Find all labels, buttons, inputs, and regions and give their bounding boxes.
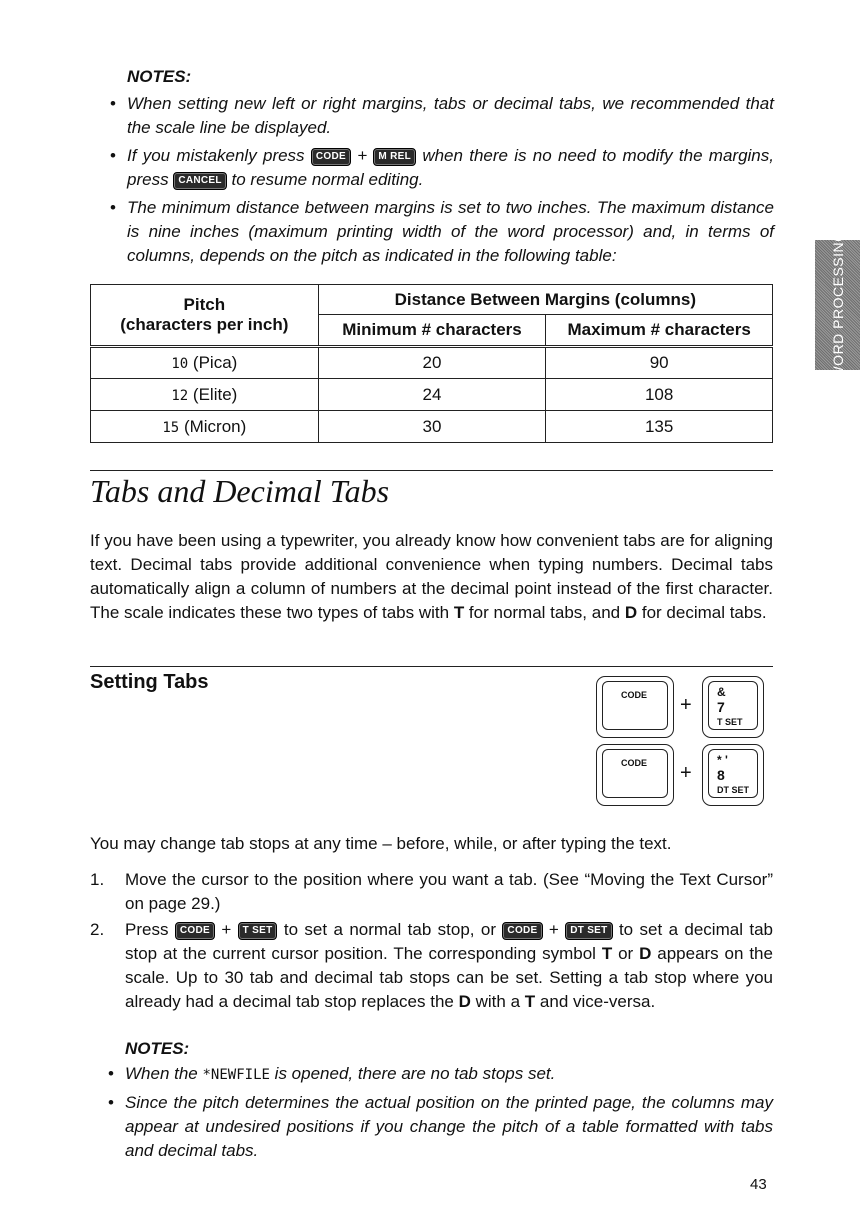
t-set-keycap-icon: & 7 T SET xyxy=(702,676,764,738)
table-row xyxy=(91,347,773,379)
note-text: Since the pitch determines the actual position on the printed page, the columns may appear at undesired positions if you change the pitch of a table formatted with tabs and decimal tabs. xyxy=(125,1093,773,1160)
table-cell: 12 (Elite) xyxy=(91,379,319,411)
table-row xyxy=(91,411,773,443)
plus-sign: + xyxy=(680,694,692,716)
table-header-max: Maximum # characters xyxy=(546,315,773,347)
dt-set-keycap-icon: * ' 8 DT SET xyxy=(702,744,764,806)
table-header-pitch xyxy=(91,285,319,347)
side-tab-label: WORD PROCESSING xyxy=(829,230,846,380)
notes-list xyxy=(127,92,774,272)
m-rel-key-icon: M REL xyxy=(373,148,416,166)
table-cell: 108 xyxy=(546,379,773,411)
list-item: 2. Press CODE + T SET to set a normal tab stop, or CODE + DT SET to set a decimal tab stop at the current cursor position. The corresponding symbol T or D appears on the scale. Up to 30 tab and decimal tab stops can be set. Setting a tab stop where you already had a decimal tab stop replaces the D with a T and vice-versa. xyxy=(90,920,773,1011)
list-item xyxy=(125,1091,773,1163)
page-number: 43 xyxy=(750,1176,767,1193)
section-divider xyxy=(90,470,773,471)
table-row xyxy=(91,379,773,411)
header-text: Pitch xyxy=(183,295,226,314)
section-side-tab xyxy=(815,230,860,380)
table-header-distance: Distance Between Margins (columns) xyxy=(318,285,772,315)
step-text: Move the cursor to the position where you want a tab. (See “Moving the Text Cursor” on page 29.) xyxy=(125,870,773,913)
step-number: 2. xyxy=(90,920,105,939)
notes-list xyxy=(125,1062,773,1167)
key-combo-illustration xyxy=(596,676,768,806)
note-text: The minimum distance between margins is set to two inches. The maximum distance is nine inches (maximum printing width of the word processor) and, in terms of columns, depends on the pitch as indicated in the following table: xyxy=(127,198,774,265)
list-item: • If you mistakenly press CODE + M REL when there is no need to modify the margins, press CANCEL to resume normal editing. xyxy=(127,144,774,192)
table-cell: 10 (Pica) xyxy=(91,347,319,379)
notes-heading: NOTES: xyxy=(127,67,192,86)
code-keycap-icon: CODE xyxy=(596,744,674,806)
list-item xyxy=(90,868,773,916)
cancel-key-icon: CANCEL xyxy=(173,172,226,190)
code-key-icon: CODE xyxy=(502,922,542,940)
table-cell: 20 xyxy=(318,347,546,379)
table-cell: 135 xyxy=(546,411,773,443)
code-key-icon: CODE xyxy=(175,922,215,940)
newfile-name: *NEWFILE xyxy=(202,1067,270,1083)
plus-sign: + xyxy=(680,762,692,784)
lead-paragraph: You may change tab stops at any time – before, while, or after typing the text. xyxy=(90,834,672,853)
code-keycap-icon: CODE xyxy=(596,676,674,738)
table-cell: 30 xyxy=(318,411,546,443)
section-title: Tabs and Decimal Tabs xyxy=(90,473,390,509)
setting-tabs-title: Setting Tabs xyxy=(90,671,209,693)
dt-set-key-icon: DT SET xyxy=(565,922,612,940)
note-text: to resume normal editing. xyxy=(231,170,424,189)
table-cell: 90 xyxy=(546,347,773,379)
subsection-divider xyxy=(90,666,773,667)
note-text: If you mistakenly press xyxy=(127,146,305,165)
code-key-icon: CODE xyxy=(311,148,351,166)
header-text: (characters per inch) xyxy=(120,315,289,334)
note-text: When setting new left or right margins, tabs or decimal tabs, we recommended that the scale line be displayed. xyxy=(127,94,774,137)
t-set-key-icon: T SET xyxy=(238,922,278,940)
list-item xyxy=(127,92,774,140)
list-item xyxy=(127,196,774,268)
step-number: 1. xyxy=(90,870,105,889)
intro-paragraph: If you have been using a typewriter, you already know how convenient tabs are for aligning text. Decimal tabs provide additional convenience when typing numbers. Decimal tabs automatically align a column of numbers at the decimal point instead of the first character. The scale indicates these two types of tabs with T for normal tabs, and D for decimal tabs. xyxy=(90,531,773,622)
table-header-min: Minimum # characters xyxy=(318,315,546,347)
pitch-table xyxy=(90,284,773,443)
notes-heading: NOTES: xyxy=(125,1039,190,1058)
table-cell: 15 (Micron) xyxy=(91,411,319,443)
table-cell: 24 xyxy=(318,379,546,411)
list-item: • When the *NEWFILE is opened, there are no tab stops set. xyxy=(125,1062,773,1087)
steps-list xyxy=(90,868,773,1014)
note-text: when there is no need to modify the margins, press xyxy=(127,146,774,189)
